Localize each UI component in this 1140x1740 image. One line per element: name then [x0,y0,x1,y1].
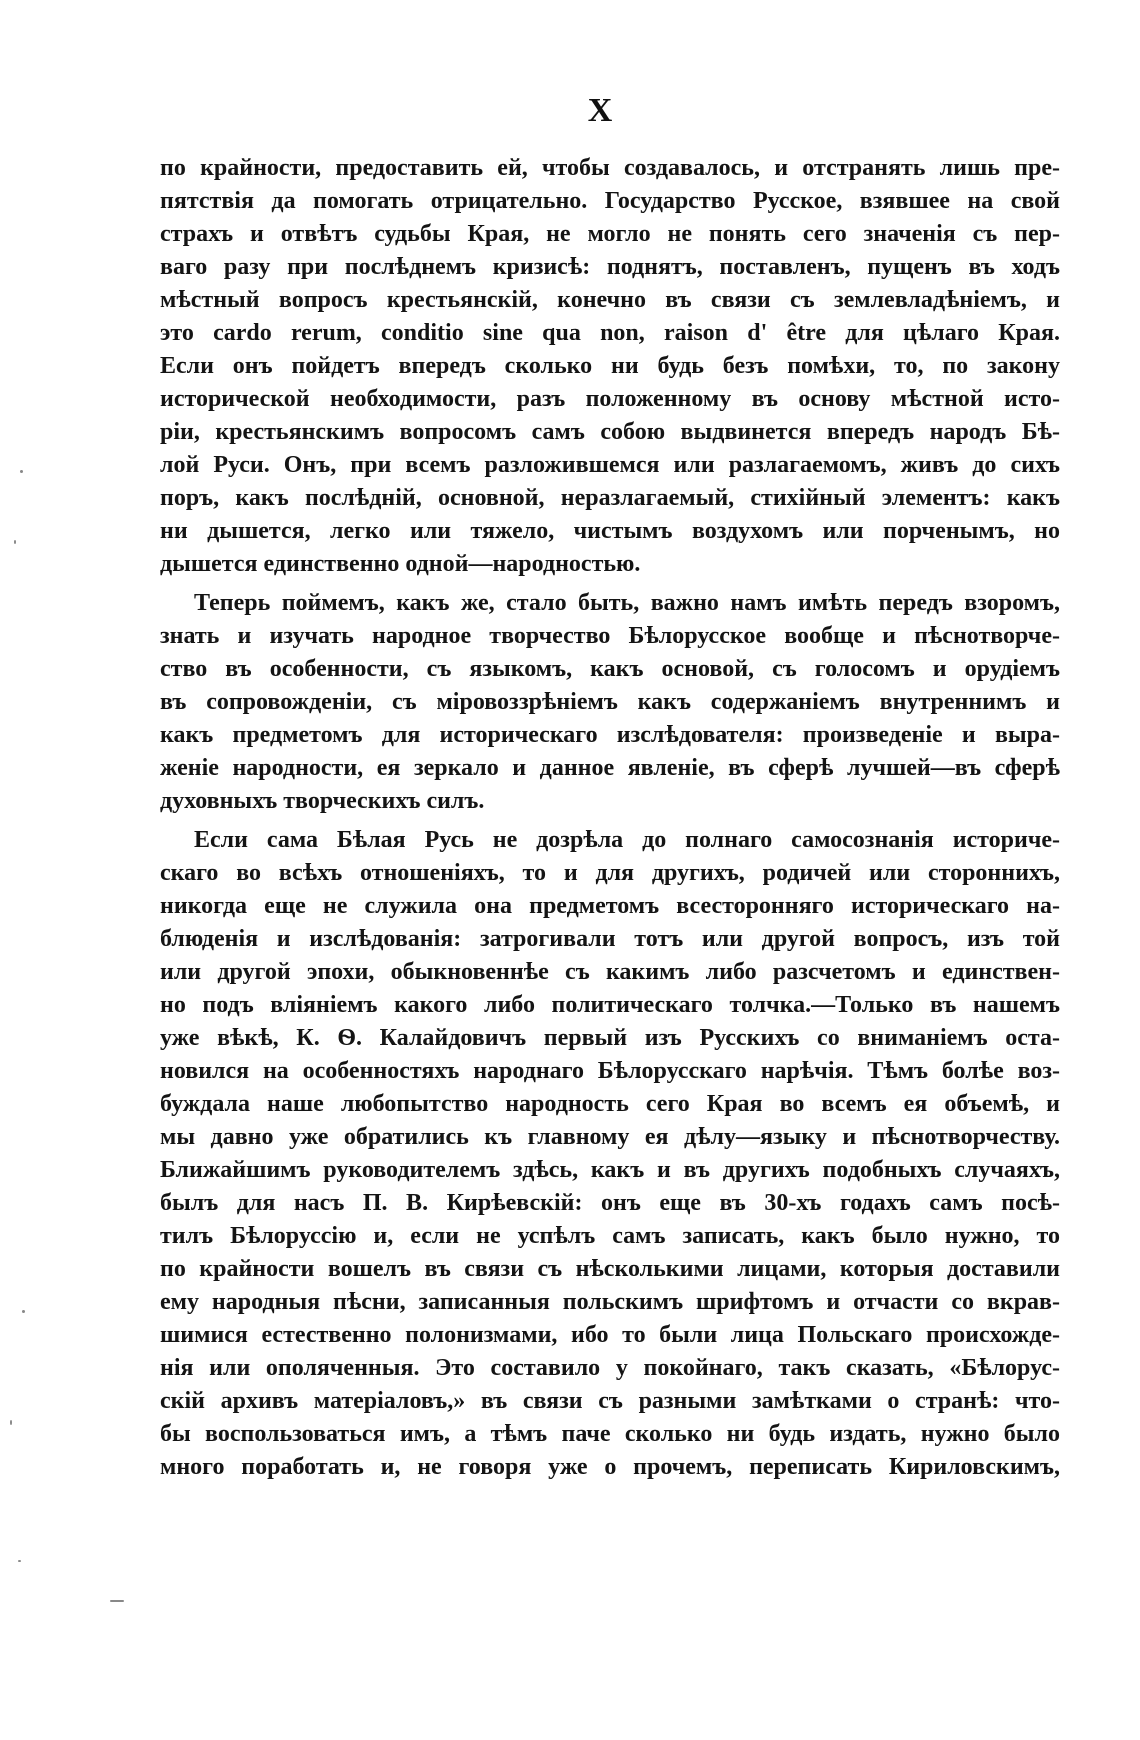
text-line: скій архивъ матеріаловъ,» въ связи съ разными замѣтками о странѣ: что- [160,1388,1060,1414]
text-line: исторической необходимости, разъ положенному въ основу мѣстной исто- [160,386,1060,412]
text-line: буждала наше любопытство народность сего Края во всемъ ея объемѣ, и [160,1091,1060,1117]
text-line: никогда еще не служила она предметомъ всесторонняго историческаго на- [160,893,1060,919]
text-line: ріи, крестьянскимъ вопросомъ самъ собою выдвинется впередъ народъ Бѣ- [160,419,1060,445]
scan-speck [20,470,23,473]
paragraph-2 [160,587,1060,818]
body-text [160,152,1060,1484]
text-line: новился на особенностяхъ народнаго Бѣлорусскаго нарѣчія. Тѣмъ болѣе воз- [160,1058,1060,1084]
scan-speck [18,1560,21,1562]
scan-speck [110,1600,124,1602]
text-line: скаго во всѣхъ отношеніяхъ, то и для другихъ, родичей или стороннихъ, [160,860,1060,886]
scan-speck [22,1310,25,1313]
text-line: ни дышется, легко или тяжело, чистымъ воздухомъ или порченымъ, но [160,518,1060,544]
text-line: это cardo rerum, conditio sine qua non, raison d' être для цѣлаго Края. [160,320,1060,346]
text-line: Теперь поймемъ, какъ же, стало быть, важно намъ имѣть передъ взоромъ, [194,590,1060,616]
text-line: мы давно уже обратились къ главному ея дѣлу—языку и пѣснотворчеству. [160,1124,1060,1150]
text-line: пятствія да помогать отрицательно. Государство Русское, взявшее на свой [160,188,1060,214]
text-line: дышется единственно одной—народностью. [160,551,641,577]
text-line: нія или ополяченныя. Это составило у покойнаго, такъ сказать, «Бѣлорус- [160,1355,1060,1381]
text-line: мѣстный вопросъ крестьянскій, конечно въ связи съ землевладѣніемъ, и [160,287,1060,313]
text-line: бы воспользоваться имъ, а тѣмъ паче сколько ни будь издать, нужно было [160,1421,1060,1447]
text-line: страхъ и отвѣтъ судьбы Края, не могло не понять сего значенія съ пер- [160,221,1060,247]
paragraph-1 [160,152,1060,581]
text-line: ему народныя пѣсни, записанныя польскимъ шрифтомъ и отчасти со вкрав- [160,1289,1060,1315]
text-line: какъ предметомъ для историческаго изслѣдователя: произведеніе и выра- [160,722,1060,748]
text-line: или другой эпохи, обыкновеннѣе съ какимъ либо разсчетомъ и единствен- [160,959,1060,985]
scan-speck [10,1420,12,1425]
paragraph-3 [160,824,1060,1484]
text-line: Если сама Бѣлая Русь не дозрѣла до полнаго самосознанія историче- [194,827,1060,853]
text-line: въ сопровожденіи, съ міровоззрѣніемъ какъ содержаніемъ внутреннимъ и [160,689,1060,715]
text-line: по крайности, предоставить ей, чтобы создавалось, и отстранять лишь пре- [160,155,1060,181]
text-line: по крайности вошелъ въ связи съ нѣсколькими лицами, которыя доставили [160,1256,1060,1282]
text-line: много поработать и, не говоря уже о прочемъ, переписать Кириловскимъ, [160,1454,1060,1480]
text-line: Если онъ пойдетъ впередъ сколько ни будь безъ помѣхи, то, по закону [160,353,1060,379]
text-line: Ближайшимъ руководителемъ здѣсь, какъ и въ другихъ подобныхъ случаяхъ, [160,1157,1060,1183]
text-line: уже вѣкѣ, К. Ѳ. Калайдовичъ первый изъ Русскихъ со вниманіемъ оста- [160,1025,1060,1051]
text-line: блюденія и изслѣдованія: затрогивали тотъ или другой вопросъ, изъ той [160,926,1060,952]
text-line: ство въ особенности, съ языкомъ, какъ основой, съ голосомъ и орудіемъ [160,656,1060,682]
page-number: X [587,92,613,129]
text-line: женіе народности, ея зеркало и данное явленіе, въ сферѣ лучшей—въ сферѣ [160,755,1060,781]
scan-speck [14,540,16,544]
text-line: ваго разу при послѣднемъ кризисѣ: поднятъ, поставленъ, пущенъ въ ходъ [160,254,1060,280]
text-line: тилъ Бѣлоруссію и, если не успѣлъ самъ записать, какъ было нужно, то [160,1223,1060,1249]
text-line: былъ для насъ П. В. Кирѣевскій: онъ еще въ 30-хъ годахъ самъ посѣ- [160,1190,1060,1216]
text-line: шимися естественно полонизмами, ибо то были лица Польскаго происхожде- [160,1322,1060,1348]
text-line: но подъ вліяніемъ какого либо политическаго толчка.—Только въ нашемъ [160,992,1060,1018]
text-line: духовныхъ творческихъ силъ. [160,788,485,814]
text-line: знать и изучать народное творчество Бѣлорусское вообще и пѣснотворче- [160,623,1060,649]
text-line: лой Руси. Онъ, при всемъ разложившемся или разлагаемомъ, живъ до сихъ [160,452,1060,478]
text-line: поръ, какъ послѣдній, основной, неразлагаемый, стихійный элементъ: какъ [160,485,1060,511]
